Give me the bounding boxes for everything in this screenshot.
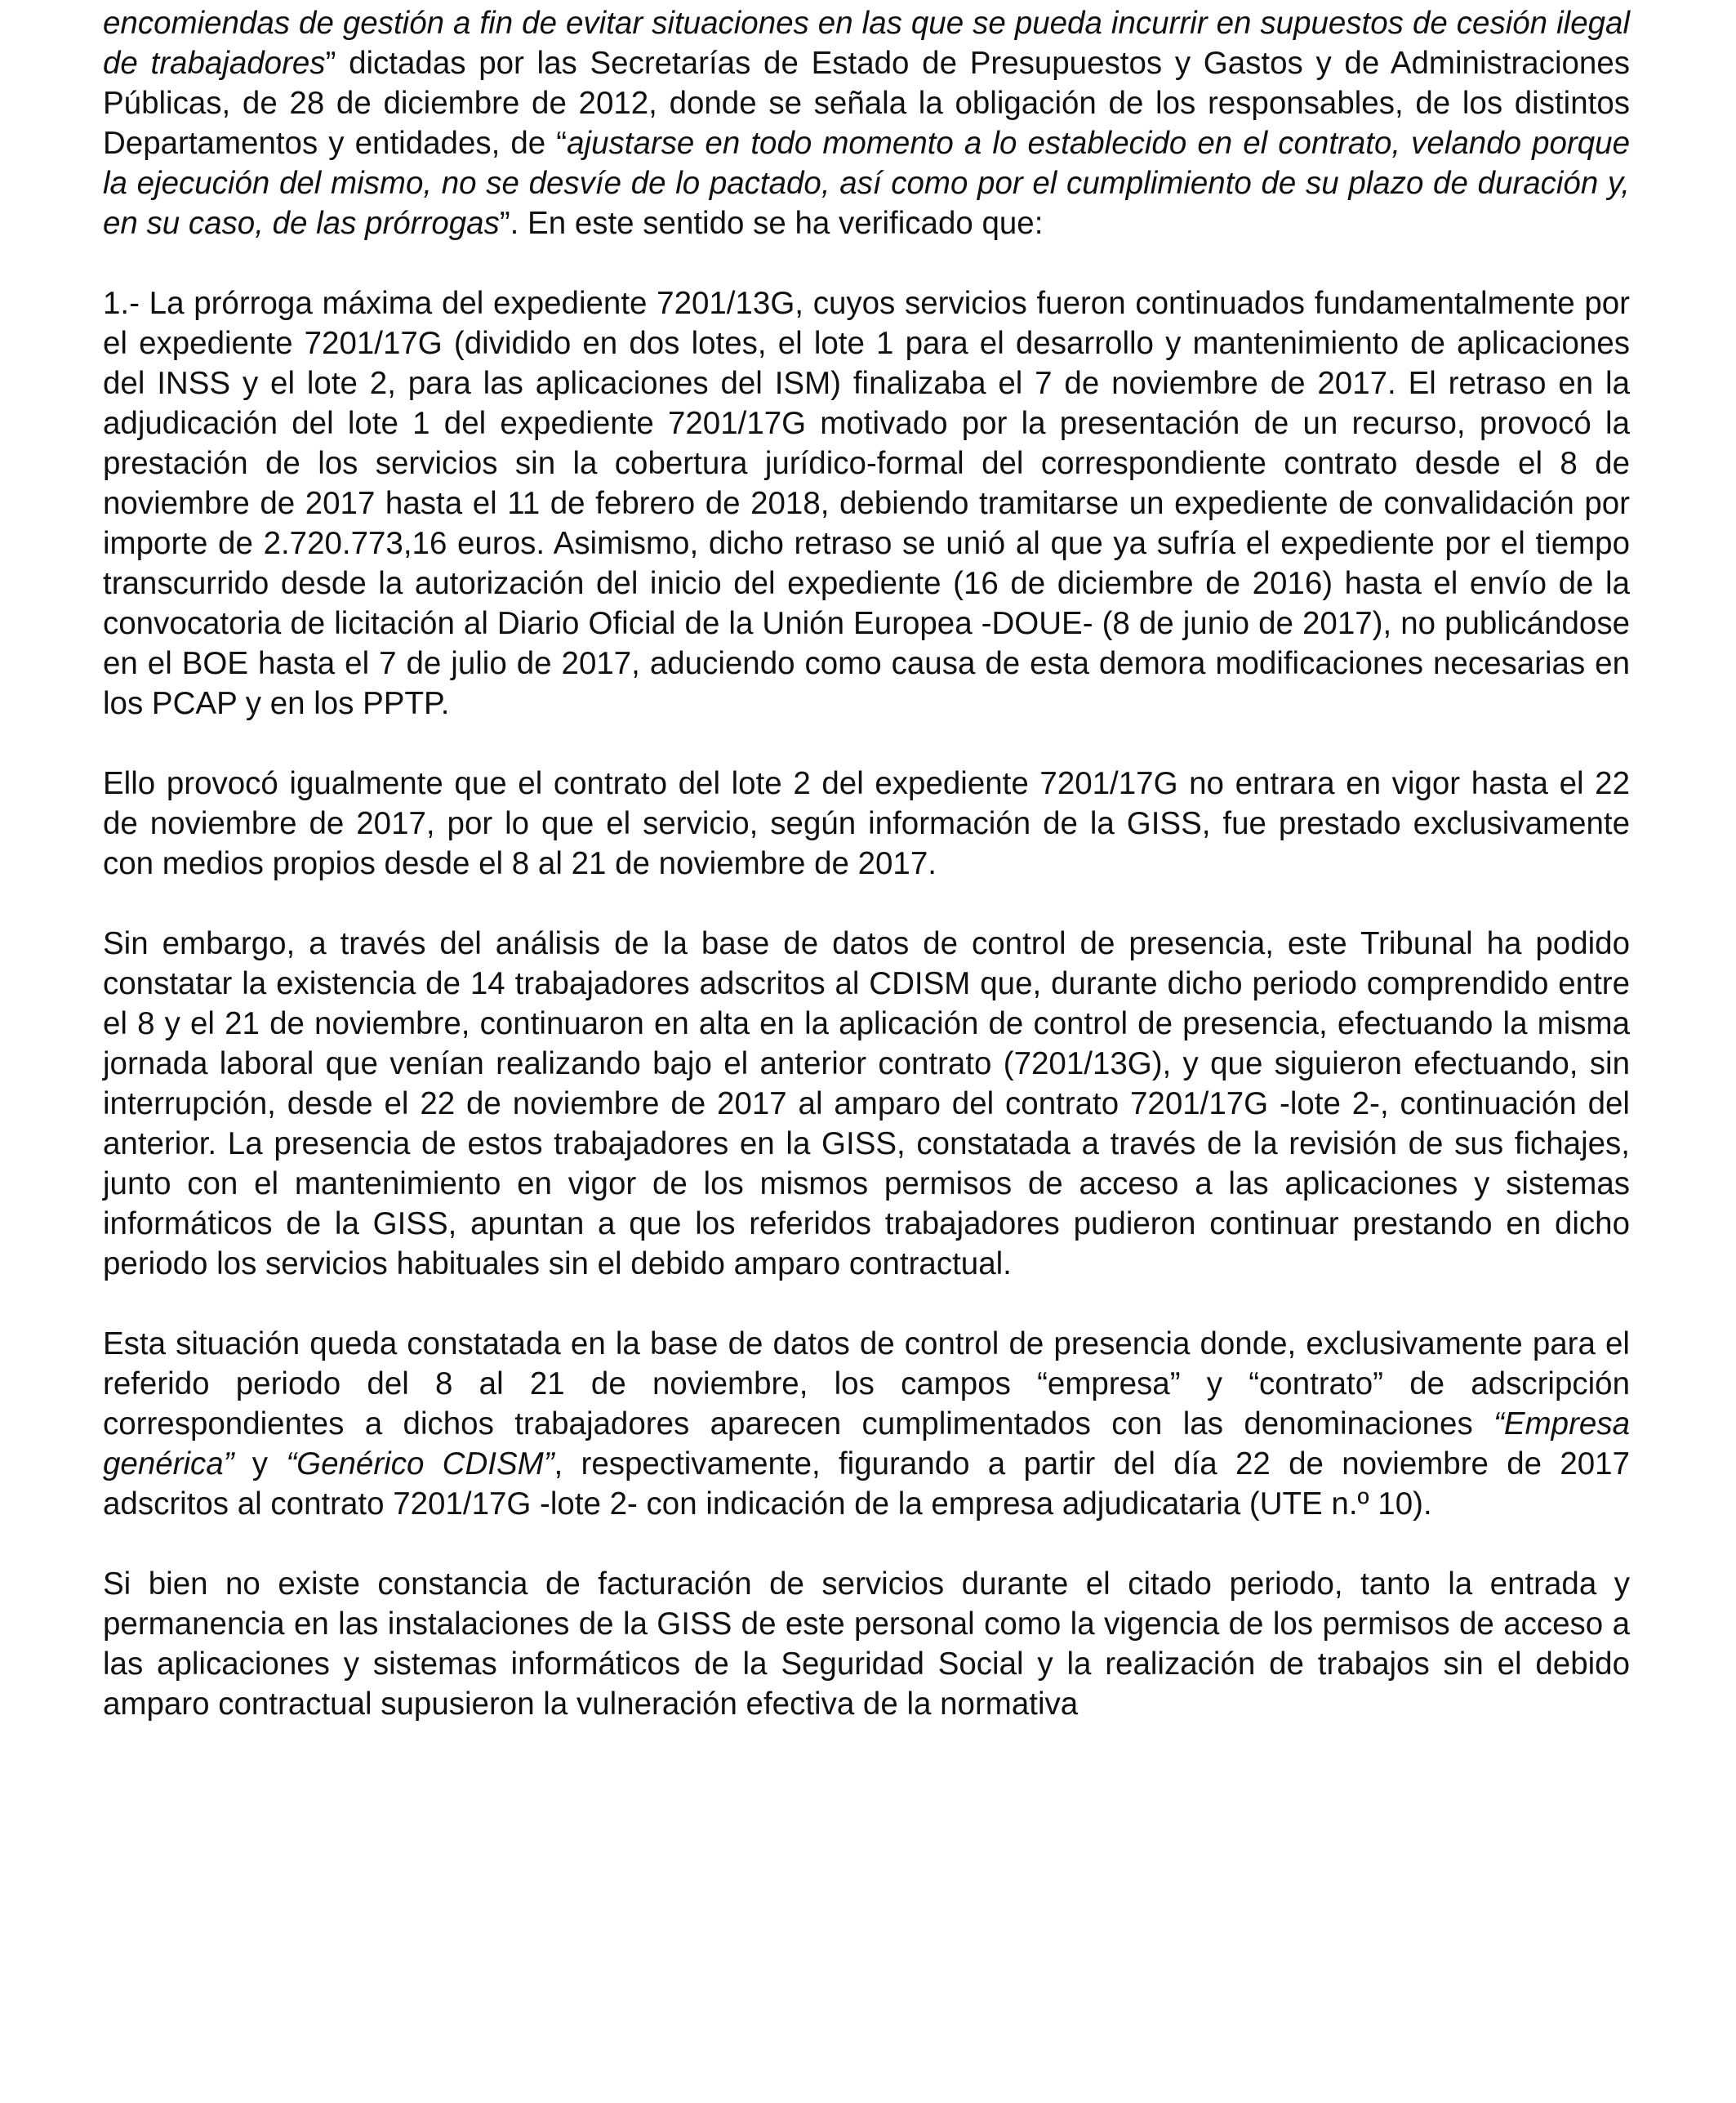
italic-empresa-generica: “Empresa genérica” — [103, 1406, 1630, 1481]
paragraph-point-1 — [103, 283, 1630, 724]
text-segment: Esta situación queda constatada en la base de datos de control de presencia donde, exclusivamente para el referido periodo del 8 al 21 de noviembre, los campos “empresa” y “contrato” de adscripción correspondientes a dichos trabajadores aparecen cumplimentados con las denominaciones — [103, 1326, 1630, 1441]
italic-generico-cdism: “Genérico CDISM” — [286, 1446, 554, 1481]
text-segment: , respectivamente, figurando a partir del día 22 de noviembre de 2017 adscritos al contrato 7201/17G -lote 2- con indicación de la empresa adjudicataria (UTE n.º 10). — [103, 1446, 1630, 1522]
text-segment: Si bien no existe constancia de facturación de servicios durante el citado periodo, tanto la entrada y permanencia en las instalaciones de la GISS de este personal como la vigencia de los permisos de acceso a las aplicaciones y sistemas informáticos de la Seguridad Social y la realización de trabajos sin el debido amparo contractual supusieron la vulneración efectiva de la normativa — [103, 1566, 1630, 1722]
text-segment: ” dictadas por las Secretarías de Estado de Presupuestos y Gastos y de Administraciones Públicas, de 28 de diciembre de 2012, donde se señala la obligación de los responsables, de los distintos Departamentos y entidades, de “ — [103, 46, 1630, 161]
text-segment: ”. En este sentido se ha verificado que: — [499, 206, 1044, 241]
paragraph-database — [103, 1324, 1630, 1524]
italic-quote-2: ajustarse en todo momento a lo establecido en el contrato, velando porque la ejecución del mismo, no se desvíe de lo pactado, así como por el cumplimiento de su plazo de duración y, en su caso, de las prórrogas — [103, 126, 1630, 241]
text-segment: Sin embargo, a través del análisis de la base de datos de control de presencia, este Tribunal ha podido constatar la existencia de 14 trabajadores adscritos al CDISM que, durante dicho periodo comprendido entre el 8 y el 21 de noviembre, continuaron en alta en la aplicación de control de presencia, efectuando la misma jornada laboral que venían realizando bajo el anterior contrato (7201/13G), y que siguieron efectuando, sin interrupción, desde el 22 de noviembre de 2017 al amparo del contrato 7201/17G -lote 2-, continuación del anterior. La presencia de estos trabajadores en la GISS, constatada a través de la revisión de sus fichajes, junto con el mantenimiento en vigor de los mismos permisos de acceso a las aplicaciones y sistemas informáticos de la GISS, apuntan a que los referidos trabajadores pudieron continuar prestando en dicho periodo los servicios habituales sin el debido amparo contractual. — [103, 926, 1630, 1281]
text-segment: 1.- La prórroga máxima del expediente 7201/13G, cuyos servicios fueron continuados fundamentalmente por el expediente 7201/17G (dividido en dos lotes, el lote 1 para el desarrollo y mantenimiento de aplicaciones del INSS y el lote 2, para las aplicaciones del ISM) finalizaba el 7 de noviembre de 2017. El retraso en la adjudicación del lote 1 del expediente 7201/17G motivado por la presentación de un recurso, provocó la prestación de los servicios sin la cobertura jurídico-formal del correspondiente contrato desde el 8 de noviembre de 2017 hasta el 11 de febrero de 2018, debiendo tramitarse un expediente de convalidación por importe de 2.720.773,16 euros. Asimismo, dicho retraso se unió al que ya sufría el expediente por el tiempo transcurrido desde la autorización del inicio del expediente (16 de diciembre de 2016) hasta el envío de la convocatoria de licitación al Diario Oficial de la Unión Europea -DOUE- (8 de junio de 2017), no publicándose en el BOE hasta el 7 de julio de 2017, aduciendo como causa de esta demora modificaciones necesarias en los PCAP y en los PPTP. — [103, 286, 1630, 721]
italic-quote-1: encomiendas de gestión a fin de evitar situaciones en las que se pueda incurrir en supuestos de cesión ilegal de trabajadores — [103, 6, 1630, 81]
paragraph-analysis — [103, 924, 1630, 1284]
text-segment: y — [234, 1446, 287, 1481]
paragraph-intro — [103, 3, 1630, 243]
text-segment: Ello provocó igualmente que el contrato del lote 2 del expediente 7201/17G no entrara en vigor hasta el 22 de noviembre de 2017, por lo que el servicio, según información de la GISS, fue prestado exclusivamente con medios propios desde el 8 al 21 de noviembre de 2017. — [103, 766, 1630, 881]
document-body — [103, 3, 1630, 1724]
paragraph-conclusion — [103, 1564, 1630, 1724]
paragraph-lote-2 — [103, 764, 1630, 884]
